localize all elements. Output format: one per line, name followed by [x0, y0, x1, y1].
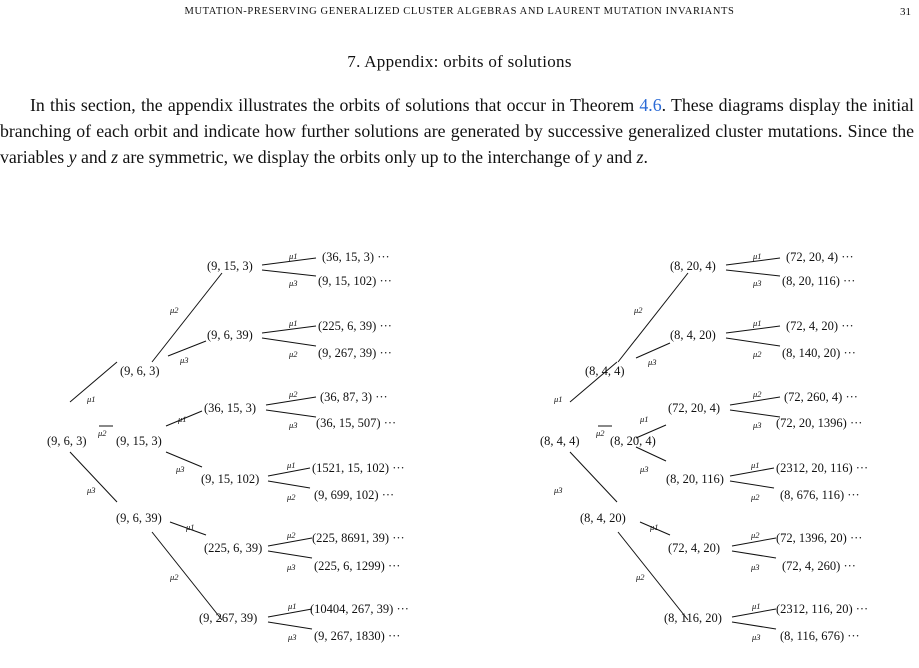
edge: [268, 481, 310, 488]
mutation-label: μ1: [752, 601, 761, 611]
leaf-node: (72, 20, 1396) ···: [776, 416, 863, 430]
mutation-label: μ3: [648, 357, 657, 367]
mutation-label: μ2: [287, 492, 296, 502]
mutation-label: μ1: [87, 394, 96, 404]
edge: [268, 551, 312, 558]
mutation-label: μ1: [287, 460, 296, 470]
mutation-label: μ1: [640, 414, 649, 424]
mutation-label: μ3: [288, 632, 297, 642]
leaf-node: (8, 140, 20) ···: [782, 346, 856, 360]
node: (9, 6, 39): [207, 328, 253, 342]
node: (8, 4, 20): [670, 328, 716, 342]
mutation-label: μ3: [289, 278, 298, 288]
node: (9, 6, 39): [116, 511, 162, 525]
text-run: . These diagrams display the initial branching of each orbit and indicate how further solutions are generated by successive generalized cluster mutations. Since the variables: [0, 95, 915, 167]
mutation-label: μ2: [98, 428, 107, 438]
leaf-node: (8, 116, 676) ···: [780, 629, 860, 643]
mutation-label: μ3: [640, 464, 649, 474]
text-run: and: [76, 147, 112, 167]
edge: [266, 410, 316, 417]
variable-y: y: [594, 147, 602, 167]
mutation-label: μ3: [753, 278, 762, 288]
leaf-node: (9, 15, 102) ···: [318, 274, 392, 288]
text-run: In this section, the appendix illustrates the orbits of solutions that occur in Theorem: [30, 95, 640, 115]
leaf-node: (2312, 116, 20) ···: [776, 602, 869, 616]
mutation-label: μ2: [634, 305, 643, 315]
leaf-node: (72, 20, 4) ···: [786, 250, 854, 264]
node: (9, 15, 3): [116, 434, 162, 448]
mutation-label: μ3: [752, 632, 761, 642]
appendix-paragraph: [0, 92, 914, 170]
orbit-diagrams: [0, 250, 919, 668]
leaf-node: (9, 267, 1830) ···: [314, 629, 401, 643]
orbit-tree-left: [0, 250, 460, 668]
node: (8, 4, 4): [585, 364, 625, 378]
leaf-node: (72, 4, 260) ···: [782, 559, 856, 573]
edge: [570, 452, 617, 502]
mutation-label: μ2: [753, 349, 762, 359]
page-number: 31: [900, 6, 911, 18]
edge: [730, 410, 780, 417]
mutation-label: μ1: [288, 601, 297, 611]
paragraph: [0, 92, 914, 170]
variable-z: z: [111, 147, 119, 167]
variable-y: y: [68, 147, 77, 167]
section-title: 7. Appendix: orbits of solutions: [347, 52, 572, 71]
mutation-label: μ1: [178, 414, 187, 424]
edge: [732, 551, 776, 558]
text-run: and: [601, 147, 637, 167]
mutation-label: μ2: [751, 492, 760, 502]
edge: [636, 447, 666, 461]
mutation-label: μ1: [753, 318, 762, 328]
node: (8, 20, 4): [670, 259, 716, 273]
node: (8, 4, 20): [580, 511, 626, 525]
leaf-node: (36, 15, 3) ···: [322, 250, 390, 264]
mutation-label: μ1: [289, 251, 298, 261]
node: (9, 15, 3): [207, 259, 253, 273]
leaf-node: (9, 699, 102) ···: [314, 488, 395, 502]
mutation-label: μ3: [180, 355, 189, 365]
edge: [268, 622, 312, 629]
edge: [730, 481, 774, 488]
edge: [732, 622, 776, 629]
leaf-node: (225, 6, 39) ···: [318, 319, 392, 333]
leaf-node: (8, 20, 116) ···: [782, 274, 856, 288]
edge: [726, 338, 780, 346]
text-run: are symmetric, we display the orbits only up to the interchange of: [118, 147, 595, 167]
node: (72, 20, 4): [668, 401, 721, 415]
running-title: MUTATION-PRESERVING GENERALIZED CLUSTER ALGEBRAS AND LAURENT MUTATION INVARIANTS: [184, 6, 735, 17]
mutation-label: μ3: [753, 420, 762, 430]
mutation-label: μ3: [87, 485, 96, 495]
mutation-label: μ1: [650, 522, 659, 532]
node: (225, 6, 39): [204, 541, 263, 555]
orbit-tree-right: [500, 250, 919, 668]
mutation-label: μ1: [751, 460, 760, 470]
mutation-label: μ2: [170, 305, 179, 315]
mutation-label: μ2: [287, 530, 296, 540]
mutation-label: μ3: [554, 485, 563, 495]
leaf-node: (225, 6, 1299) ···: [314, 559, 401, 573]
node: (8, 116, 20): [664, 611, 722, 625]
mutation-label: μ2: [636, 572, 645, 582]
node: (8, 20, 116): [666, 472, 724, 486]
mutation-label: μ2: [289, 389, 298, 399]
leaf-node: (1521, 15, 102) ···: [312, 461, 405, 475]
mutation-label: μ2: [289, 349, 298, 359]
leaf-node: (72, 4, 20) ···: [786, 319, 854, 333]
text-run: .: [643, 147, 648, 167]
mutation-label: μ3: [287, 562, 296, 572]
leaf-node: (36, 87, 3) ···: [320, 390, 388, 404]
mutation-label: μ1: [753, 251, 762, 261]
leaf-node: (8, 676, 116) ···: [780, 488, 860, 502]
edge: [636, 343, 670, 358]
mutation-label: μ1: [186, 522, 195, 532]
edge: [726, 270, 780, 276]
leaf-node: (9, 267, 39) ···: [318, 346, 392, 360]
leaf-node: (2312, 20, 116) ···: [776, 461, 869, 475]
mutation-label: μ3: [176, 464, 185, 474]
mutation-label: μ2: [596, 428, 605, 438]
edge: [618, 273, 688, 362]
edge: [168, 341, 206, 356]
variable-z: z: [636, 147, 644, 167]
mutation-label: μ2: [170, 572, 179, 582]
mutation-label: μ3: [289, 420, 298, 430]
theorem-link[interactable]: 4.6: [639, 95, 662, 115]
mutation-label: μ1: [554, 394, 563, 404]
node: (72, 4, 20): [668, 541, 721, 555]
node: (9, 6, 3): [120, 364, 160, 378]
node-root: (8, 4, 4): [540, 434, 580, 448]
mutation-label: μ2: [753, 389, 762, 399]
node: (8, 20, 4): [610, 434, 656, 448]
leaf-node: (10404, 267, 39) ···: [310, 602, 409, 616]
node: (36, 15, 3): [204, 401, 257, 415]
mutation-label: μ1: [289, 318, 298, 328]
edge: [262, 338, 316, 346]
mutation-label: μ2: [751, 530, 760, 540]
leaf-node: (72, 1396, 20) ···: [776, 531, 863, 545]
leaf-node: (225, 8691, 39) ···: [312, 531, 405, 545]
node-root: (9, 6, 3): [47, 434, 87, 448]
leaf-node: (36, 15, 507) ···: [316, 416, 397, 430]
node: (9, 267, 39): [199, 611, 258, 625]
edge: [262, 270, 316, 276]
leaf-node: (72, 260, 4) ···: [784, 390, 858, 404]
node: (9, 15, 102): [201, 472, 260, 486]
running-head: [0, 6, 919, 22]
mutation-label: μ3: [751, 562, 760, 572]
